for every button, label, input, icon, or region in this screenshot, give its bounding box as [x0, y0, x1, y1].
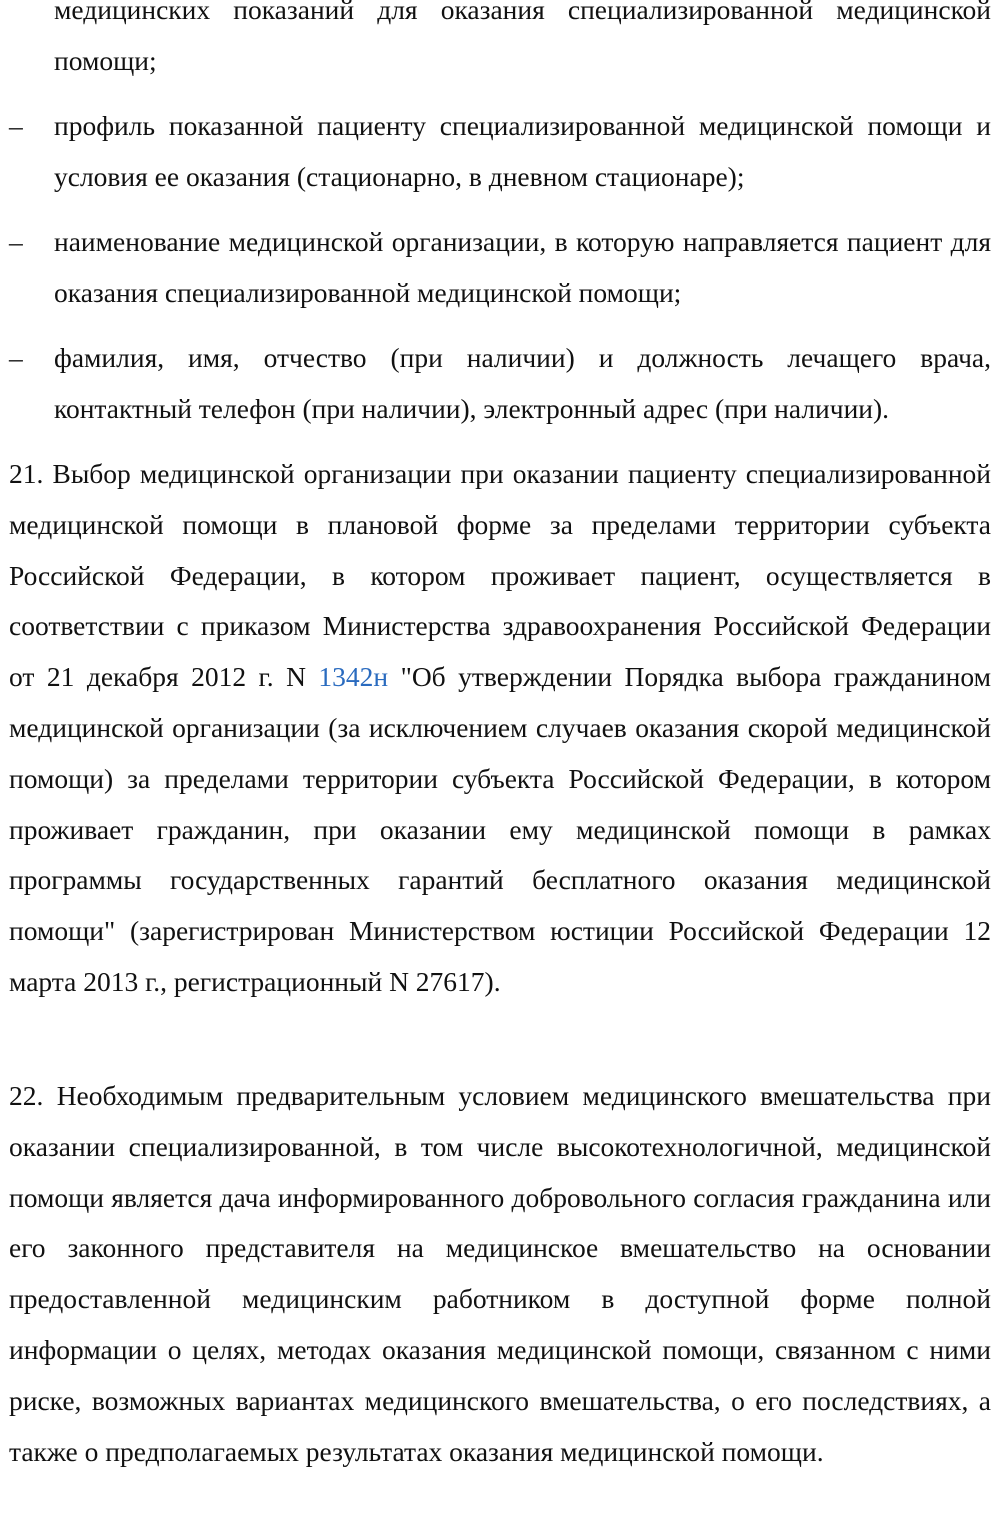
list-item-text: медицинских показаний для оказания специализированной медицинской помощи; [54, 0, 991, 76]
paragraph-22: 22. Необходимым предварительным условием медицинского вмешательства при оказании специализированной, в том числе высокотехнологичной, медицинской помощи является дача информированного добровольного согласия гражданина или его законного представителя на медицинское вмешательство на основании предоставленной медицинским работником в доступной форме полной информации о целях, методах оказания медицинской помощи, связанном с ними риске, возможных вариантах медицинского вмешательства, о его последствиях, а также о предполагаемых результатах оказания медицинской помощи. [9, 1080, 991, 1467]
dash-bullet: – [9, 342, 23, 373]
paragraph-21-text-start: 21. Выбор медицинской организации при оказании пациенту специализированной медицинской помощи в плановой форме за пределами территории субъекта Российской Федерации, в котором проживает пациент, осуществляется в соответствии с приказом Министерства здравоохранения Российской Федерации от 21 декабря 2012 г. N [9, 458, 991, 693]
list-item-text: профиль показанной пациенту специализированной медицинской помощи и условия ее оказания (стационарно, в дневном стационаре); [54, 110, 991, 192]
list-item-text: наименование медицинской организации, в которую направляется пациент для оказания специализированной медицинской помощи; [54, 226, 991, 308]
list-item [9, 332, 991, 434]
paragraph-21 [9, 449, 991, 1008]
list-item [9, 100, 991, 202]
paragraph-21-text-end: "Об утверждении Порядка выбора гражданином медицинской организации (за исключением случаев оказания скорой медицинской помощи) за пределами территории субъекта Российской Федерации, в котором проживает гражданин, при оказании ему медицинской помощи в рамках программы государственных гарантий бесплатного оказания медицинской помощи" (зарегистрирован Министерством юстиции Российской Федерации 12 марта 2013 г., регистрационный N 27617). [9, 661, 991, 997]
list-item-text: фамилия, имя, отчество (при наличии) и должность лечащего врача, контактный телефон (при наличии), электронный адрес (при наличии). [54, 342, 991, 424]
dash-bullet: – [9, 110, 23, 141]
dash-bullet: – [9, 226, 23, 257]
list-item [9, 216, 991, 318]
bullet-list [9, 0, 991, 448]
order-1342n-link[interactable]: 1342н [318, 661, 389, 693]
list-item [9, 0, 991, 86]
